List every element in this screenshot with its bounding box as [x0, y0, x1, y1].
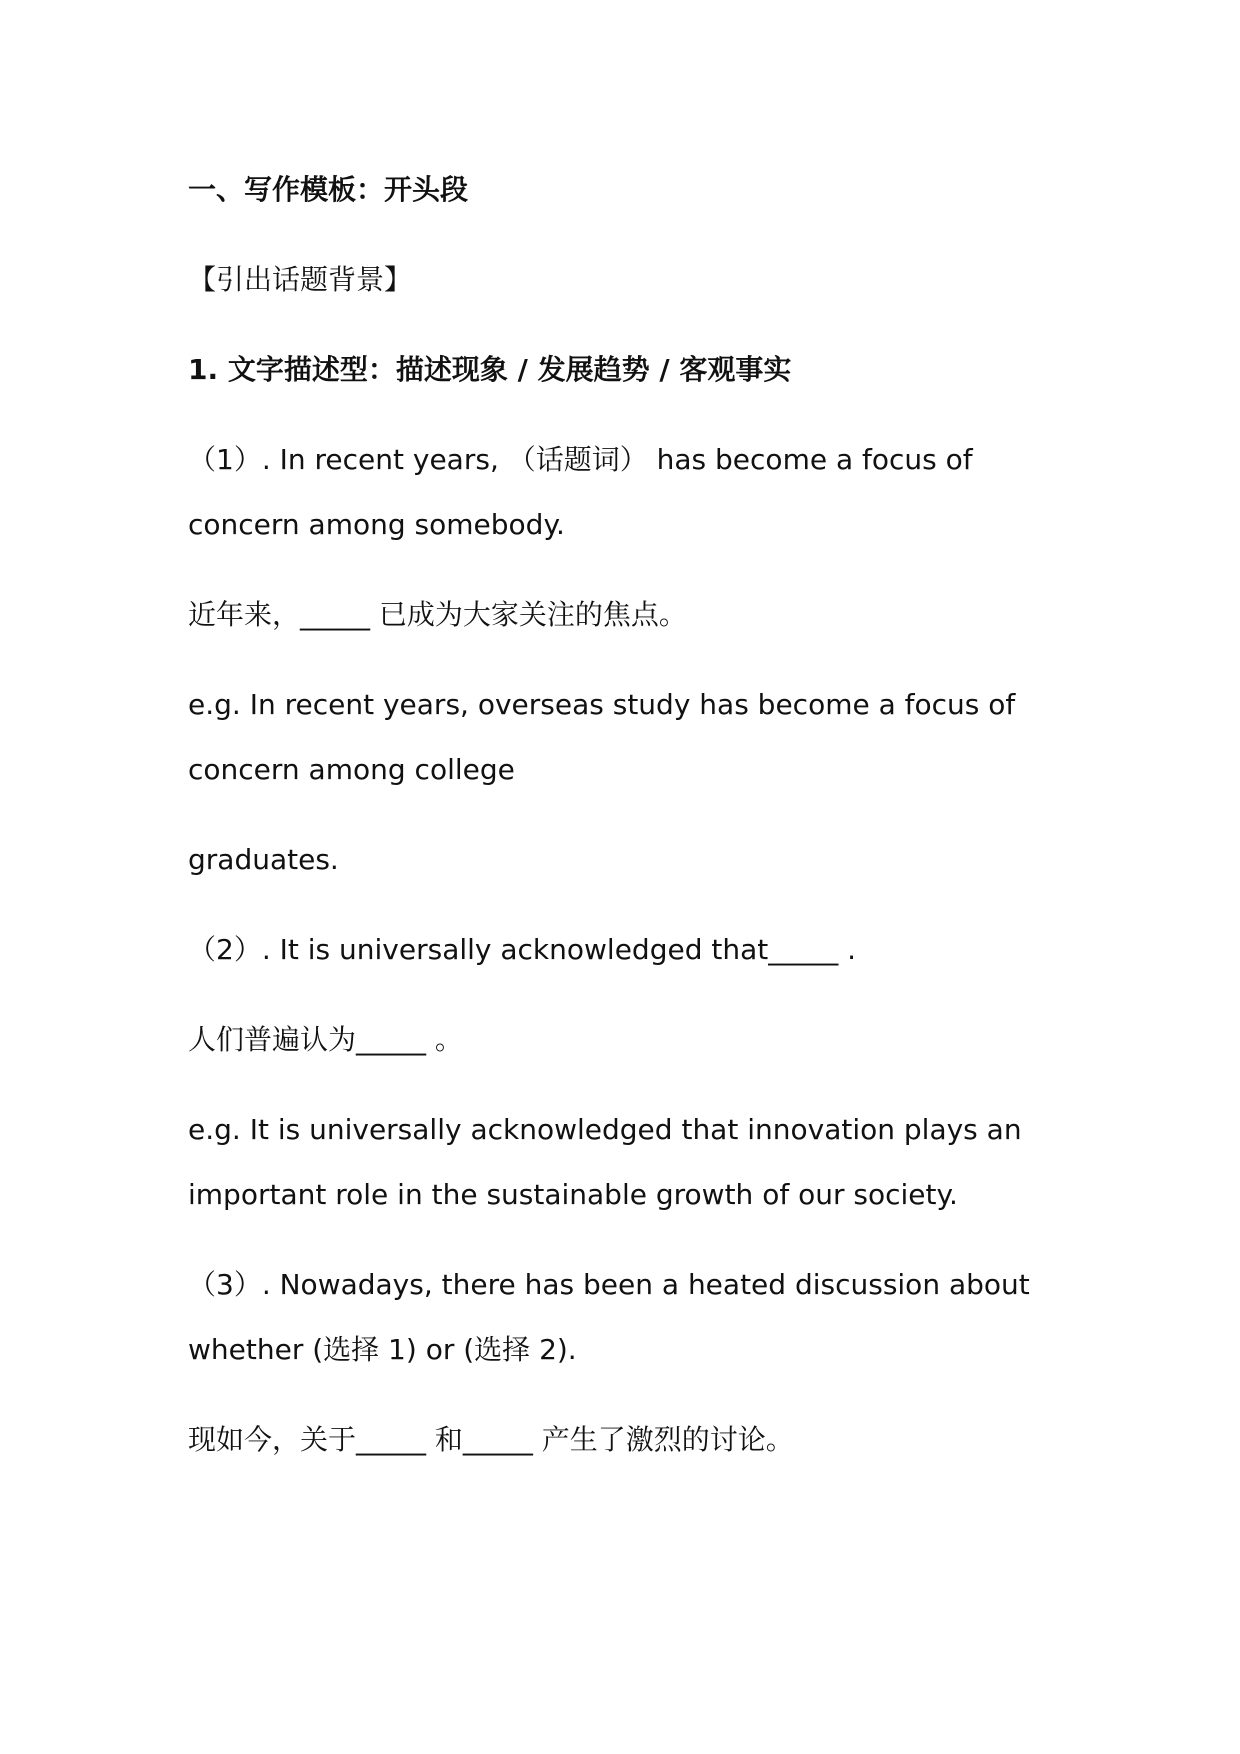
section-title: 1. 文字描述型：描述现象 / 发展趋势 / 客观事实: [188, 353, 792, 386]
item-1-example-line-3: graduates.: [188, 843, 339, 876]
item-1-chinese: 近年来，_____ 已成为大家关注的焦点。: [188, 598, 687, 631]
item-3-english-line-1: （3）. Nowadays, there has been a heated discussion about: [188, 1268, 1030, 1301]
item-3-english-line-2: whether (选择 1) or (选择 2).: [188, 1333, 577, 1366]
item-1-english-line-2: concern among somebody.: [188, 508, 565, 541]
document-content: [188, 170, 1068, 1460]
subheading: 【引出话题背景】: [188, 263, 413, 296]
item-2-chinese: 人们普遍认为_____ 。: [188, 1023, 463, 1056]
item-2-example-line-2: important role in the sustainable growth of our society.: [188, 1178, 958, 1211]
item-1-english-line-1: （1）. In recent years, （话题词） has become a focus of: [188, 443, 973, 476]
page-heading: 一、写作模板：开头段: [188, 173, 469, 206]
item-1-example-line-1: e.g. In recent years, overseas study has become a focus of: [188, 688, 1016, 721]
item-2-example-line-1: e.g. It is universally acknowledged that innovation plays an: [188, 1113, 1022, 1146]
item-1-example-line-2: concern among college: [188, 753, 515, 786]
item-2-english-line-1: （2）. It is universally acknowledged that_____ .: [188, 933, 857, 966]
item-3-chinese: 现如今，关于_____ 和_____ 产生了激烈的讨论。: [188, 1423, 794, 1456]
